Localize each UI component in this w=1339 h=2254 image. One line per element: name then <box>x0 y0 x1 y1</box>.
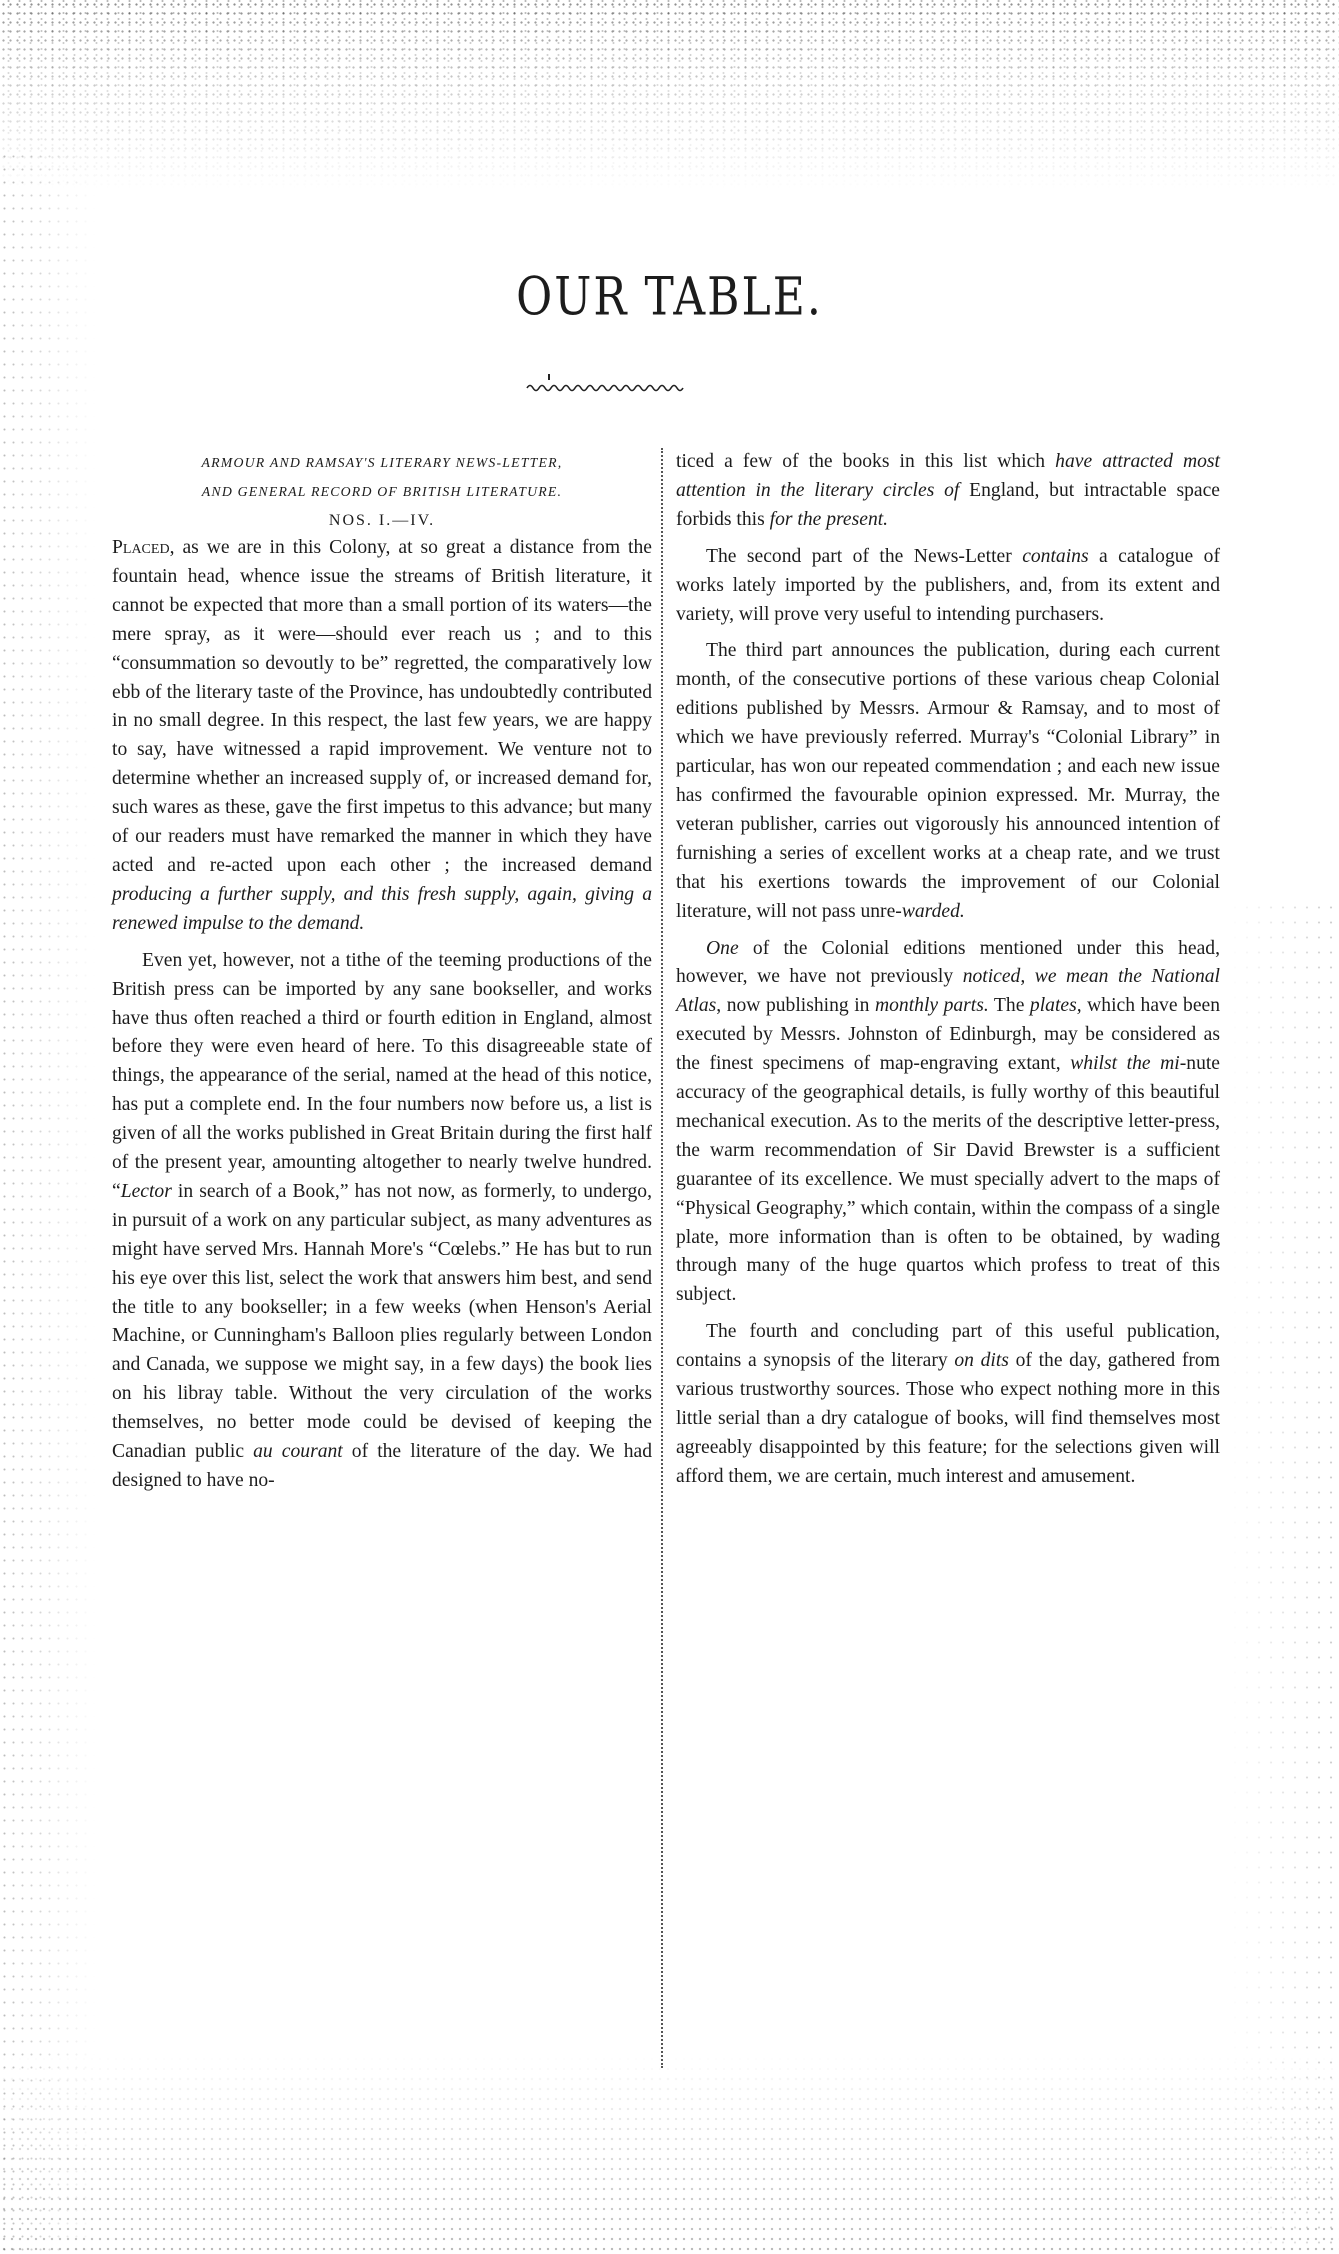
paragraph-text: The <box>988 995 1030 1017</box>
paragraph-italic-text: producing a further supply, and this fresh supply, again, giving a renewed impulse to the demand. <box>112 883 652 934</box>
page-title: OUR TABLE. <box>516 267 823 328</box>
paragraph-text: of the Colonial editions mentioned under this head, however, we have not previously <box>676 937 1220 988</box>
paragraph-italic-text: Lector <box>120 1180 172 1202</box>
paragraph <box>112 534 652 939</box>
drop-word: Placed <box>112 537 170 558</box>
paragraph-italic-text: au courant <box>253 1441 343 1463</box>
scan-noise-bottom <box>0 2054 1339 2254</box>
paragraph-text: of the literature of the day. We had designed to have no- <box>112 1441 652 1491</box>
paragraph-text: The fourth and concluding part of this useful publication, contains a synopsis of the literary <box>676 1321 1220 1372</box>
paragraph <box>676 935 1220 1311</box>
paragraph-italic-text: monthly parts. <box>874 995 989 1017</box>
scan-noise-top <box>0 0 1339 190</box>
paragraph <box>676 448 1220 535</box>
paragraph-text: which have been executed by Messrs. Johnston of Edinburgh, may be considered as the finest specimens of map-engraving extant, <box>676 995 1221 1075</box>
paragraph-italic-text: noticed, we mean the National Atlas <box>676 966 1220 1017</box>
paragraph-italic-text: whilst the mi- <box>1070 1053 1187 1075</box>
paragraph-text: England, but intractable space forbids this <box>676 479 1220 530</box>
paragraph-italic-text: on dits <box>954 1350 1009 1372</box>
paragraph-italic-text: have attracted most attention in the literary circles of <box>676 451 1221 501</box>
paragraph-italic-text: plates, <box>1029 995 1082 1017</box>
left-column <box>112 448 652 1496</box>
scan-noise-right <box>1229 900 1339 2254</box>
review-heading-line2: AND GENERAL RECORD OF BRITISH LITERATURE. <box>201 484 563 499</box>
paragraph-text: of the day, gathered from various trustworthy sources. Those who expect nothing more in this little serial than a dry catalogue of books, will find themselves most agreeably disappointed by this feature; for the selections given will afford them, we are certain, much interest and amusement. <box>676 1350 1220 1487</box>
paragraph-text: nute accuracy of the geographical details, is fully worthy of this beautiful mechanical execution. As to the merits of the descriptive letter-press, the warm recommendation of Sir David Brewster is a sufficient guarantee of its excellence. We must specially advert to the maps of “Physical Geography,” which contain, within the compass of a single plate, more information than is often to be obtained, by wading through many of the huge quartos which profess to treat of this subject. <box>676 1053 1220 1306</box>
paragraph-italic-text: warded. <box>901 900 965 922</box>
paragraph-text: , now publishing in <box>716 995 875 1017</box>
column-divider <box>661 448 663 2068</box>
review-heading-line1: ARMOUR AND RAMSAY'S LITERARY NEWS-LETTER, <box>201 455 563 470</box>
paragraph-text: The third part announces the publication, during each current month, of the consecutive portions of these various cheap Colonial editions published by Messrs. Armour & Ramsay, and to most of which we have previously referred. Murray's “Colonial Library” in particular, has won our repeated commendation ; and each new issue has confirmed the favourable opinion expressed. Mr. Murray, the veteran publisher, carries out vigorously his announced intention of furnishing a series of excellent works at a cheap rate, and we trust that his exertions towards the improvement of our Colonial literature, will not pass unre- <box>676 640 1220 922</box>
paragraph-text: a catalogue of works lately imported by the publishers, and, from its extent and variety, will prove very useful to intending purchasers. <box>676 545 1221 625</box>
paragraph-text: in search of a Book,” has not now, as formerly, to undergo, in pursuit of a work on any particular subject, as many adventures as might have served Mrs. Hannah More's “Cœlebs.” He has but to run his eye over this list, select the work that answers him best, and send the title to any bookseller; in a few weeks (when Henson's Aerial Machine, or Cunningham's Balloon plies regularly between London and Canada, we suppose we might say, in a few days) the book lies on his libray table. Without the very circulation of the works themselves, no better mode could be devised of keeping the Canadian public <box>112 1180 652 1463</box>
paragraph <box>676 1318 1220 1491</box>
right-column <box>676 448 1220 1492</box>
paragraph <box>676 637 1220 926</box>
paragraph-text: The second part of the News-Letter <box>706 545 1023 567</box>
paragraph-italic-text: for the present. <box>769 508 889 530</box>
scan-noise-left <box>0 150 95 2254</box>
paragraph <box>676 543 1220 630</box>
paragraph-text: ticed a few of the books in this list which <box>676 451 1056 472</box>
paragraph-italic-text: One <box>706 937 739 959</box>
paragraph-italic-text: contains <box>1022 545 1089 567</box>
wavy-rule-ornament <box>525 372 685 394</box>
paragraph-text: Even yet, however, not a tithe of the teeming productions of the British press can be imported by any sane bookseller, and works have thus often reached a third or fourth edition in England, almost before they were even heard of here. To this disagreeable state of things, the appearance of the serial, named at the head of this notice, has put a complete end. In the four numbers now before us, a list is given of all the works published in Great Britain during the first half of the present year, amounting altogether to nearly twelve hundred. “ <box>112 949 652 1202</box>
review-heading-numbers: NOS. I.—IV. <box>328 512 436 529</box>
paragraph-text: , as we are in this Colony, at so great a distance from the fountain head, whence issue the streams of British literature, it cannot be expected that more than a small portion of its waters—the mere spray, as it were—should ever reach us ; and to this “consummation so devoutly to be” regretted, the comparatively low ebb of the literary taste of the Province, has undoubtedly contributed in no small degree. In this respect, the last few years, we are happy to say, have witnessed a rapid improvement. We venture not to determine whether an increased supply of, or increased demand for, such wares as these, gave the first impetus to this advance; but many of our readers must have remarked the manner in which they have acted and re-acted upon each other ; the increased demand <box>112 537 652 876</box>
paragraph <box>112 947 652 1496</box>
